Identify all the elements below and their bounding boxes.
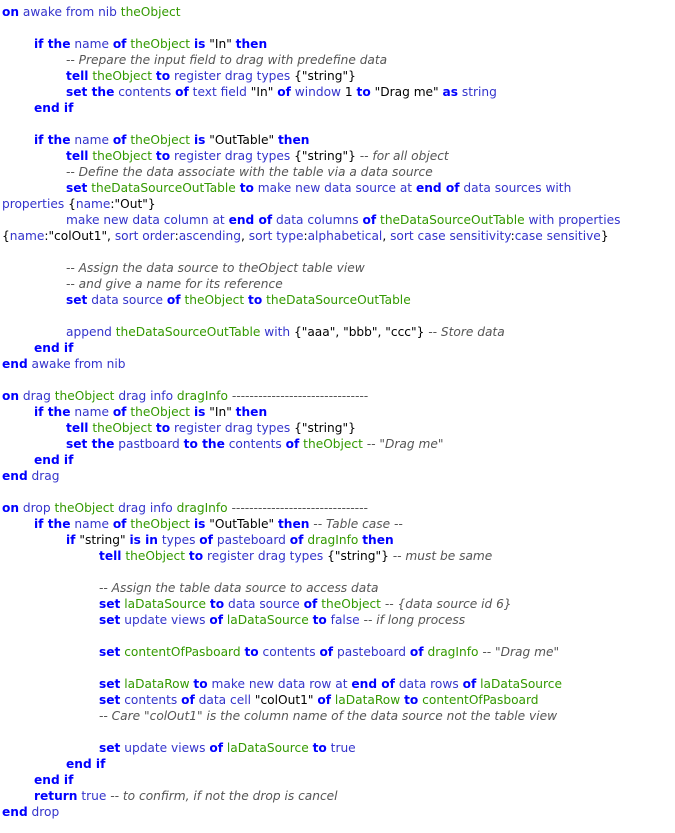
- code-line: [2, 100, 673, 116]
- comment-token: -- must be same: [392, 549, 493, 563]
- app-term-token: contents: [114, 85, 176, 99]
- string-token: "In": [205, 37, 236, 51]
- variable-token: theObject: [88, 149, 156, 163]
- code-line: [2, 372, 673, 388]
- keyword-token: of: [112, 133, 127, 147]
- code-line: [2, 692, 673, 708]
- variable-token: laDataSource: [476, 677, 562, 691]
- code-line: [2, 52, 673, 68]
- keyword-token: tell: [99, 549, 122, 563]
- code-line: [2, 756, 673, 772]
- keyword-token: to: [209, 597, 225, 611]
- variable-token: contentOfPasboard: [120, 645, 245, 659]
- keyword-token: end of: [415, 181, 460, 195]
- string-token: "In": [205, 405, 236, 419]
- comment-token: -- {data source id 6}: [384, 597, 512, 611]
- variable-token: dragInfo: [303, 533, 363, 547]
- app-term-token: types: [157, 533, 200, 547]
- keyword-token: set the: [66, 437, 115, 451]
- code-line: [2, 324, 673, 340]
- app-term-token: make new data source at: [253, 181, 416, 195]
- keyword-token: if the: [34, 405, 71, 419]
- keyword-token: set: [99, 677, 121, 691]
- keyword-token: end: [2, 805, 28, 819]
- variable-token: dragInfo: [176, 501, 232, 515]
- code-line: [2, 84, 673, 100]
- keyword-token: to: [239, 181, 254, 195]
- comment-token: -------------------------------: [231, 501, 368, 515]
- string-token: :: [174, 229, 179, 243]
- code-line: [2, 244, 673, 260]
- comment-token: -- Care "colOut1" is the column name of the data source not the table view: [99, 709, 558, 723]
- app-term-token: name: [75, 197, 111, 211]
- app-term-token: sort case sensitivity: [390, 229, 511, 243]
- keyword-token: set: [66, 181, 88, 195]
- code-line: [2, 452, 673, 468]
- app-term-token: with properties: [528, 213, 621, 227]
- variable-token: laDataSource: [223, 741, 313, 755]
- keyword-token: to: [155, 69, 171, 83]
- variable-token: contentOfPasboard: [418, 693, 539, 707]
- code-line: [2, 308, 673, 324]
- app-term-token: register drag types: [170, 69, 295, 83]
- variable-token: theObject: [180, 293, 249, 307]
- string-token: {"string"}: [327, 549, 393, 563]
- keyword-token: set: [99, 597, 121, 611]
- string-token: "OutTable": [205, 517, 278, 531]
- keyword-token: to: [155, 149, 171, 163]
- app-term-token: register drag types: [170, 149, 295, 163]
- app-term-token: true: [77, 789, 111, 803]
- variable-token: laDataRow: [331, 693, 405, 707]
- keyword-token: end if: [34, 101, 74, 115]
- app-term-token: contents: [224, 437, 286, 451]
- app-term-token: alphabetical: [307, 229, 383, 243]
- keyword-token: of: [166, 293, 181, 307]
- app-term-token: data sources with: [459, 181, 572, 195]
- variable-token: theDataSourceOutTable: [262, 293, 411, 307]
- code-line: [2, 660, 673, 676]
- string-token: "colOut1": [254, 693, 318, 707]
- app-term-token: window: [290, 85, 345, 99]
- keyword-token: of: [112, 37, 127, 51]
- keyword-token: to: [356, 85, 371, 99]
- variable-token: theDataSourceOutTable: [115, 325, 265, 339]
- keyword-token: on: [2, 501, 20, 515]
- app-term-token: sort type: [248, 229, 304, 243]
- keyword-token: then: [277, 517, 310, 531]
- string-token: ,: [382, 229, 391, 243]
- keyword-token: of: [362, 213, 377, 227]
- app-term-token: append: [66, 325, 116, 339]
- keyword-token: of: [277, 85, 291, 99]
- keyword-token: end: [2, 357, 28, 371]
- app-term-token: case sensitive: [514, 229, 601, 243]
- keyword-token: set: [99, 693, 121, 707]
- comment-token: -- Define the data associate with the table via a data source: [66, 165, 433, 179]
- comment-token: -- for all object: [359, 149, 449, 163]
- variable-token: theObject: [126, 405, 194, 419]
- code-line: [2, 148, 673, 164]
- code-line: [2, 468, 673, 484]
- variable-token: theObject: [126, 517, 194, 531]
- comment-token: -- "Drag me": [482, 645, 560, 659]
- code-line: [2, 356, 673, 372]
- app-term-token: drop: [27, 805, 60, 819]
- keyword-token: to: [193, 677, 208, 691]
- app-term-token: register drag types: [203, 549, 328, 563]
- variable-token: theObject: [88, 421, 156, 435]
- keyword-token: set the: [66, 85, 115, 99]
- keyword-token: if: [66, 533, 76, 547]
- code-line: [2, 420, 673, 436]
- comment-token: -- to confirm, if not the drop is cancel: [110, 789, 338, 803]
- code-line: [2, 212, 673, 228]
- app-term-token: sort order: [114, 229, 175, 243]
- keyword-token: of: [409, 645, 424, 659]
- string-token: {"string"}: [294, 69, 356, 83]
- code-line: [2, 532, 673, 548]
- keyword-token: is: [193, 37, 206, 51]
- keyword-token: set: [99, 613, 121, 627]
- app-term-token: drop: [19, 501, 55, 515]
- code-line: [2, 404, 673, 420]
- app-term-token: pasteboard: [212, 533, 290, 547]
- string-token: {"string"}: [294, 149, 360, 163]
- code-line: [2, 260, 673, 276]
- app-term-token: pastboard: [114, 437, 184, 451]
- code-line: [2, 628, 673, 644]
- keyword-token: if the: [34, 37, 71, 51]
- keyword-token: to: [312, 613, 327, 627]
- code-line: [2, 180, 673, 196]
- app-term-token: awake from nib: [19, 5, 121, 19]
- app-term-token: name: [70, 37, 113, 51]
- app-term-token: update views: [120, 741, 210, 755]
- code-line: [2, 596, 673, 612]
- code-line: [2, 740, 673, 756]
- app-term-token: name: [70, 133, 113, 147]
- app-term-token: false: [326, 613, 364, 627]
- keyword-token: set: [99, 741, 121, 755]
- code-line: [2, 116, 673, 132]
- keyword-token: then: [277, 133, 310, 147]
- keyword-token: tell: [66, 149, 89, 163]
- variable-token: theObject: [299, 437, 367, 451]
- app-term-token: text field: [188, 85, 251, 99]
- app-term-token: string: [458, 85, 497, 99]
- code-line: [2, 20, 673, 36]
- code-line: [2, 228, 673, 244]
- keyword-token: if the: [34, 517, 71, 531]
- app-term-token: properties: [2, 197, 69, 211]
- app-term-token: awake from nib: [27, 357, 126, 371]
- comment-token: -- Prepare the input field to drag with predefine data: [66, 53, 388, 67]
- string-token: "Drag me": [370, 85, 443, 99]
- string-token: "OutTable": [205, 133, 278, 147]
- code-line: [2, 804, 673, 820]
- code-line: [2, 564, 673, 580]
- app-term-token: drag info: [118, 389, 177, 403]
- keyword-token: of: [112, 405, 127, 419]
- keyword-token: of: [209, 613, 224, 627]
- comment-token: -- and give a name for its reference: [66, 277, 283, 291]
- keyword-token: is: [193, 517, 206, 531]
- variable-token: theDataSourceOutTable: [87, 181, 240, 195]
- string-token: :: [510, 229, 515, 243]
- variable-token: theObject: [317, 597, 385, 611]
- string-token: "In": [250, 85, 278, 99]
- keyword-token: on: [2, 5, 20, 19]
- code-line: [2, 292, 673, 308]
- keyword-token: then: [235, 37, 268, 51]
- keyword-token: end if: [34, 773, 74, 787]
- code-line: [2, 500, 673, 516]
- app-term-token: make new data column at: [66, 213, 229, 227]
- app-term-token: data cell: [194, 693, 255, 707]
- code-line: [2, 724, 673, 740]
- keyword-token: to: [155, 421, 171, 435]
- app-term-token: true: [326, 741, 356, 755]
- keyword-token: of: [317, 693, 332, 707]
- keyword-token: of: [303, 597, 318, 611]
- keyword-token: is: [193, 133, 206, 147]
- keyword-token: of: [285, 437, 300, 451]
- app-term-token: drag: [19, 389, 55, 403]
- string-token: "string": [75, 533, 130, 547]
- code-line: [2, 388, 673, 404]
- keyword-token: of: [289, 533, 304, 547]
- keyword-token: end if: [66, 757, 106, 771]
- variable-token: dragInfo: [176, 389, 232, 403]
- app-term-token: with: [264, 325, 294, 339]
- keyword-token: to: [312, 741, 327, 755]
- code-line: [2, 340, 673, 356]
- code-line: [2, 276, 673, 292]
- app-term-token: pasteboard: [333, 645, 410, 659]
- comment-token: -- if long process: [363, 613, 466, 627]
- string-token: {"aaa", "bbb", "ccc"}: [293, 325, 429, 339]
- keyword-token: return: [34, 789, 78, 803]
- string-token: {"string"}: [294, 421, 356, 435]
- keyword-token: of: [175, 85, 189, 99]
- string-token: {: [2, 229, 10, 243]
- keyword-token: end: [2, 469, 28, 483]
- variable-token: theObject: [121, 549, 189, 563]
- keyword-token: as: [442, 85, 459, 99]
- variable-token: theObject: [120, 5, 181, 19]
- keyword-token: tell: [66, 421, 89, 435]
- keyword-token: then: [362, 533, 394, 547]
- code-line: [2, 436, 673, 452]
- app-term-token: ascending: [178, 229, 242, 243]
- keyword-token: to: [248, 293, 263, 307]
- keyword-token: to: [404, 693, 419, 707]
- keyword-token: of: [209, 741, 224, 755]
- comment-token: -- Assign the table data source to access data: [99, 581, 379, 595]
- app-term-token: data rows: [394, 677, 463, 691]
- app-term-token: data columns: [272, 213, 363, 227]
- keyword-token: of: [199, 533, 213, 547]
- variable-token: laDataRow: [120, 677, 194, 691]
- code-line: [2, 612, 673, 628]
- variable-token: dragInfo: [423, 645, 483, 659]
- variable-token: theObject: [126, 37, 194, 51]
- app-term-token: name: [70, 517, 113, 531]
- keyword-token: end if: [34, 453, 74, 467]
- string-token: :: [303, 229, 308, 243]
- string-token: :"Out"}: [110, 197, 156, 211]
- variable-token: theObject: [54, 501, 119, 515]
- code-line: [2, 484, 673, 500]
- code-line: [2, 788, 673, 804]
- code-line: [2, 772, 673, 788]
- keyword-token: set: [66, 293, 88, 307]
- code-line: [2, 68, 673, 84]
- code-line: [2, 644, 673, 660]
- keyword-token: is in: [129, 533, 158, 547]
- app-term-token: name: [9, 229, 45, 243]
- keyword-token: of: [112, 517, 127, 531]
- app-term-token: drag info: [118, 501, 177, 515]
- comment-token: -- Assign the data source to theObject table view: [66, 261, 365, 275]
- keyword-token: end of: [351, 677, 395, 691]
- app-term-token: name: [70, 405, 113, 419]
- keyword-token: if the: [34, 133, 71, 147]
- keyword-token: set: [99, 645, 121, 659]
- string-token: }: [600, 229, 609, 243]
- variable-token: laDataSource: [223, 613, 313, 627]
- app-term-token: contents: [258, 645, 320, 659]
- keyword-token: to: [244, 645, 259, 659]
- code-line: [2, 548, 673, 564]
- code-line: [2, 36, 673, 52]
- keyword-token: then: [235, 405, 268, 419]
- string-token: :"colOut1",: [44, 229, 115, 243]
- code-line: [2, 164, 673, 180]
- keyword-token: to the: [183, 437, 225, 451]
- app-term-token: data source: [87, 293, 167, 307]
- variable-token: theObject: [54, 389, 119, 403]
- app-term-token: make new data row at: [207, 677, 352, 691]
- code-line: [2, 708, 673, 724]
- variable-token: theDataSourceOutTable: [376, 213, 529, 227]
- code-listing: [2, 4, 673, 820]
- keyword-token: of: [319, 645, 334, 659]
- code-line: [2, 132, 673, 148]
- code-line: [2, 4, 673, 20]
- keyword-token: end of: [228, 213, 273, 227]
- app-term-token: contents: [120, 693, 182, 707]
- string-token: 1: [344, 85, 357, 99]
- code-line: [2, 516, 673, 532]
- keyword-token: of: [462, 677, 477, 691]
- comment-token: -- Table case --: [309, 517, 403, 531]
- keyword-token: tell: [66, 69, 89, 83]
- app-term-token: register drag types: [170, 421, 295, 435]
- code-line: [2, 580, 673, 596]
- variable-token: laDataSource: [120, 597, 210, 611]
- keyword-token: on: [2, 389, 20, 403]
- app-term-token: data source: [224, 597, 304, 611]
- variable-token: theObject: [88, 69, 156, 83]
- app-term-token: drag: [27, 469, 60, 483]
- code-line: [2, 196, 673, 212]
- keyword-token: to: [188, 549, 204, 563]
- comment-token: -------------------------------: [231, 389, 369, 403]
- comment-token: -- "Drag me": [366, 437, 444, 451]
- keyword-token: of: [181, 693, 195, 707]
- code-line: [2, 676, 673, 692]
- string-token: ,: [241, 229, 249, 243]
- comment-token: -- Store data: [428, 325, 505, 339]
- keyword-token: end if: [34, 341, 74, 355]
- variable-token: theObject: [126, 133, 194, 147]
- app-term-token: update views: [120, 613, 210, 627]
- keyword-token: is: [193, 405, 206, 419]
- string-token: {: [68, 197, 76, 211]
